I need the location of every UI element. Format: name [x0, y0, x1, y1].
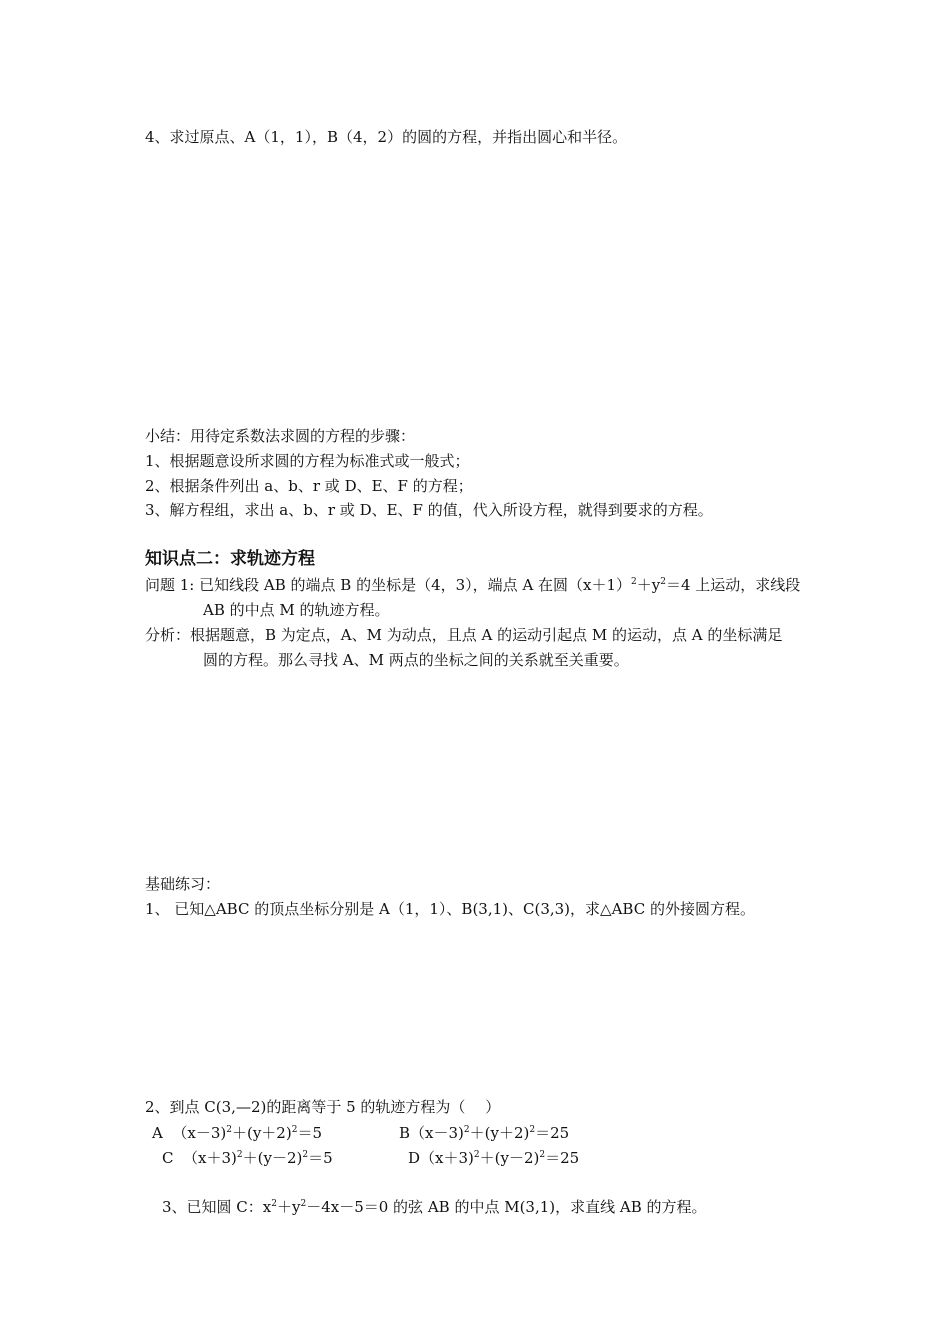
option-b-part: ＋(y＋2) — [469, 1124, 530, 1142]
option-c-part: ＝5 — [308, 1149, 333, 1167]
exponent: 2 — [529, 1125, 536, 1135]
exponent: 2 — [660, 577, 666, 587]
practice-2: 2、到点 C(3,—2)的距离等于 5 的轨迹方程为（ ） — [145, 1098, 501, 1116]
exponent: 2 — [271, 1199, 277, 1209]
option-d-part: ＝25 — [545, 1149, 580, 1167]
exponent: 2 — [463, 1125, 470, 1135]
analysis: 分析：根据题意，B 为定点，A、M 为动点，且点 A 的运动引起点 M 的运动，点 A 的坐标满足 — [145, 626, 783, 644]
problem-1-text-a: 问题 1: 已知线段 AB 的端点 B 的坐标是（4，3），端点 A 在圆（x＋1） — [145, 576, 632, 594]
exponent: 2 — [300, 1199, 307, 1209]
summary-step-2: 2、根据条件列出 a、b、r 或 D、E、F 的方程； — [145, 477, 473, 495]
option-c — [162, 1148, 333, 1168]
option-c-part: （x＋3) — [183, 1149, 237, 1167]
option-d-part: ＋(y－2) — [479, 1149, 540, 1167]
practice-3-text-c: －4x－5＝0 的弦 AB 的中点 M(3,1)，求直线 AB 的方程。 — [306, 1198, 707, 1216]
summary-step-1: 1、根据题意设所求圆的方程为标准式或一般式； — [145, 452, 470, 470]
summary-step-3: 3、解方程组，求出 a、b、r 或 D、E、F 的值，代入所设方程，就得到要求的方程。 — [145, 501, 713, 519]
option-c-label: C — [162, 1149, 174, 1167]
exponent: 2 — [473, 1150, 480, 1160]
option-d-label: D — [408, 1149, 421, 1167]
practice-3-text-b: ＋y — [276, 1198, 301, 1216]
problem-1-text-b: ＋y — [636, 576, 661, 594]
option-a-part: （x－3) — [172, 1124, 227, 1142]
exponent: 2 — [539, 1150, 546, 1160]
knowledge-point-2-heading: 知识点二：求轨迹方程 — [145, 549, 315, 569]
problem-1-text-c: ＝4 上运动，求线段 — [666, 576, 801, 594]
option-a-part: ＝5 — [297, 1124, 322, 1142]
option-d-part: （x＋3) — [420, 1149, 474, 1167]
question-4: 4、求过原点、A（1，1），B（4，2）的圆的方程，并指出圆心和半径。 — [145, 128, 628, 146]
option-d — [408, 1148, 579, 1168]
exponent: 2 — [236, 1150, 243, 1160]
option-a-label: A — [152, 1124, 163, 1142]
exponent: 2 — [226, 1125, 232, 1135]
problem-1 — [145, 575, 800, 595]
practice-3 — [162, 1197, 707, 1217]
practice-3-text-a: 3、已知圆 C：x — [162, 1198, 272, 1216]
option-b — [399, 1123, 569, 1143]
option-b-label: B — [399, 1124, 411, 1142]
option-a — [152, 1123, 322, 1143]
analysis-continued: 圆的方程。那么寻找 A、M 两点的坐标之间的关系就至关重要。 — [203, 651, 629, 669]
option-b-part: ＝25 — [535, 1124, 570, 1142]
exponent: 2 — [291, 1125, 298, 1135]
exponent: 2 — [302, 1150, 309, 1160]
option-c-part: ＋(y－2) — [242, 1149, 303, 1167]
practice-1: 1、 已知△ABC 的顶点坐标分别是 A（1，1）、B(3,1)、C(3,3)，求△ABC 的外接圆方程。 — [145, 900, 755, 918]
option-b-part: （x－3) — [410, 1124, 464, 1142]
summary-title: 小结：用待定系数法求圆的方程的步骤： — [145, 427, 416, 445]
option-a-part: ＋(y＋2) — [231, 1124, 292, 1142]
practice-title: 基础练习： — [145, 875, 221, 893]
problem-1-continued: AB 的中点 M 的轨迹方程。 — [203, 601, 390, 619]
exponent: 2 — [631, 577, 637, 587]
